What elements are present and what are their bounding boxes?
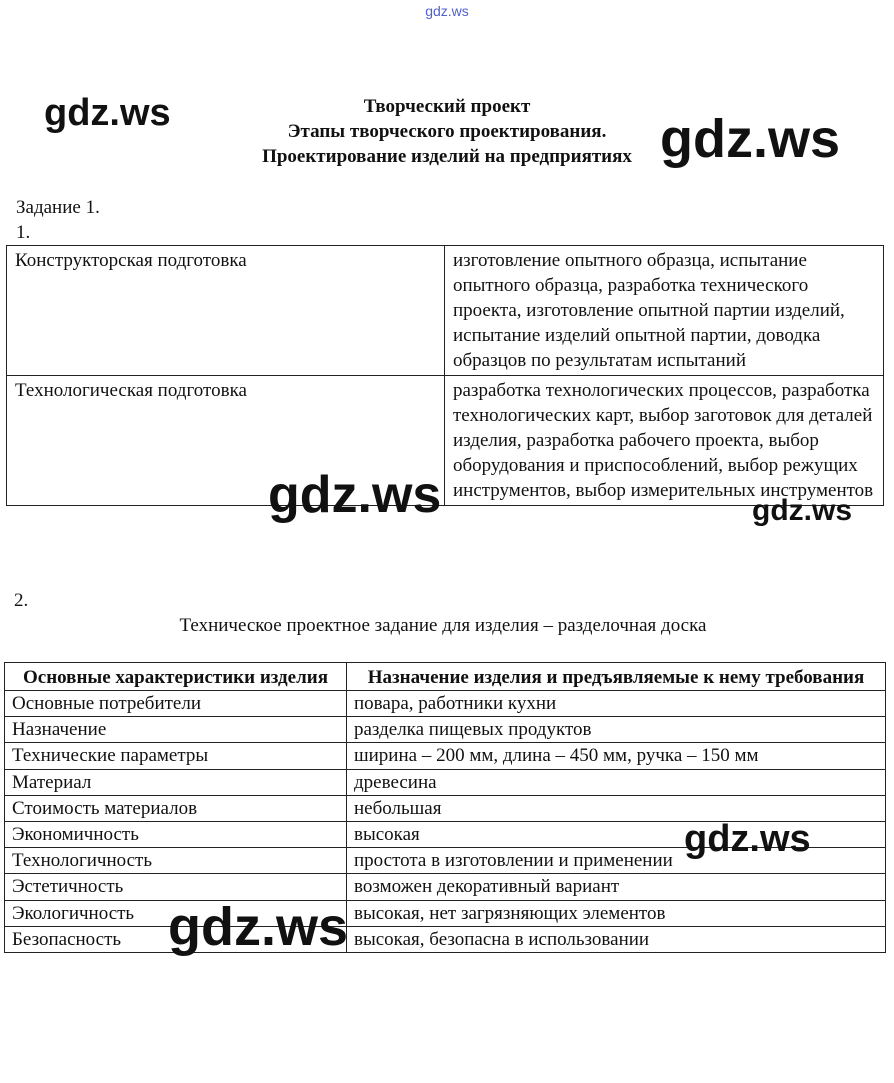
requirements-table — [4, 662, 886, 953]
table-caption: Техническое проектное задание для изделия – разделочная доска — [179, 615, 707, 636]
watermark: gdz.ws — [168, 897, 349, 957]
characteristic-cell: Стоимость материалов — [5, 795, 347, 821]
table-row — [5, 900, 886, 926]
table-row — [5, 874, 886, 900]
page-subtitle-1: Этапы творческого проектирования. — [287, 121, 607, 142]
table-row — [5, 926, 886, 952]
watermark: gdz.ws — [684, 818, 811, 860]
stage-cell: Технологическая подготовка — [7, 376, 445, 506]
item-2-label: 2. — [14, 590, 29, 611]
characteristic-cell: Материал — [5, 769, 347, 795]
stage-cell: Конструкторская подготовка — [7, 246, 445, 376]
characteristic-cell: Основные потребители — [5, 691, 347, 717]
table-row — [7, 376, 884, 506]
requirement-cell: высокая, безопасна в использовании — [347, 926, 886, 952]
table-header-row — [5, 663, 886, 691]
task-label: Задание 1. — [16, 197, 100, 218]
page-title: Творческий проект — [363, 96, 531, 117]
watermark: gdz.ws — [660, 109, 841, 169]
requirement-cell: небольшая — [347, 795, 886, 821]
characteristic-cell: Технологичность — [5, 848, 347, 874]
site-link[interactable]: gdz.ws — [425, 3, 469, 19]
table-row — [5, 743, 886, 769]
characteristic-cell: Технические параметры — [5, 743, 347, 769]
requirement-cell: древесина — [347, 769, 886, 795]
requirement-cell: высокая — [347, 822, 886, 848]
watermark: gdz.ws — [44, 92, 171, 134]
requirement-cell: высокая, нет загрязняющих элементов — [347, 900, 886, 926]
column-header: Основные характеристики изделия — [5, 663, 347, 691]
stage-description-cell: изготовление опытного образца, испытание опытного образца, разработка технического проекта, изготовление опытной партии изделий, испытание изделий опытной партии, доводка образцов по результатам испытаний — [445, 246, 884, 376]
page-subtitle-2: Проектирование изделий на предприятиях — [262, 146, 632, 167]
requirement-cell: повара, работники кухни — [347, 691, 886, 717]
characteristic-cell: Экономичность — [5, 822, 347, 848]
watermark: gdz.ws — [268, 466, 442, 524]
item-1-label: 1. — [16, 222, 31, 243]
characteristic-cell: Безопасность — [5, 926, 347, 952]
production-stages-table — [6, 245, 884, 506]
watermark: gdz.ws — [752, 494, 853, 527]
table-row — [5, 769, 886, 795]
requirement-cell: разделка пищевых продуктов — [347, 717, 886, 743]
requirement-cell: возможен декоративный вариант — [347, 874, 886, 900]
table-row — [7, 246, 884, 376]
table-row — [5, 691, 886, 717]
stage-description-cell: разработка технологических процессов, разработка технологических карт, выбор заготовок для деталей изделия, разработка рабочего проекта, выбор оборудования и приспособлений, выбор режущих инструментов, выбор измерительных инструментов — [445, 376, 884, 506]
requirement-cell: ширина – 200 мм, длина – 450 мм, ручка – 150 мм — [347, 743, 886, 769]
requirement-cell: простота в изготовлении и применении — [347, 848, 886, 874]
characteristic-cell: Эстетичность — [5, 874, 347, 900]
column-header: Назначение изделия и предъявляемые к нему требования — [347, 663, 886, 691]
characteristic-cell: Назначение — [5, 717, 347, 743]
table-row — [5, 717, 886, 743]
characteristic-cell: Экологичность — [5, 900, 347, 926]
